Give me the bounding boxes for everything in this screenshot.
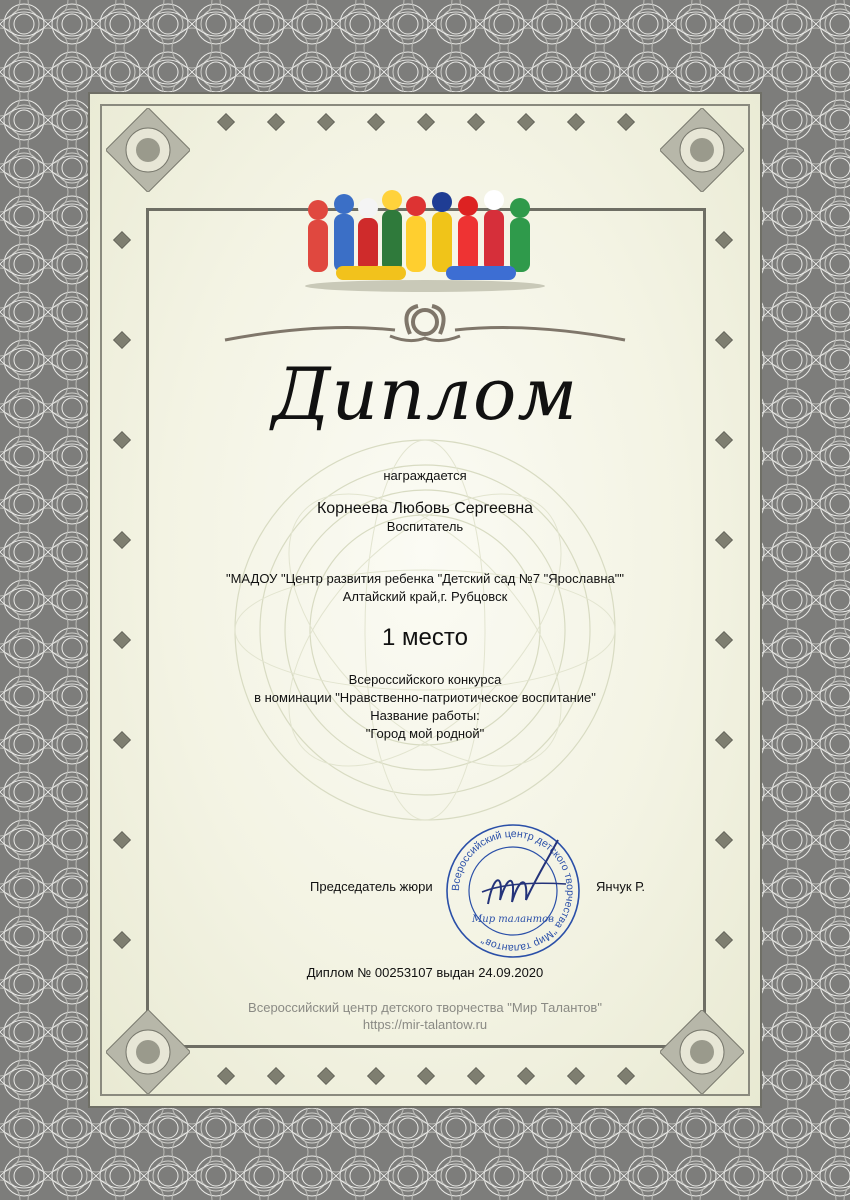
nomination-line: в номинации "Нравственно-патриотическое воспитание" xyxy=(254,690,596,705)
awarded-label: награждается xyxy=(383,468,467,483)
organization-location: Алтайский край,г. Рубцовск xyxy=(342,589,508,604)
svg-text:Всероссийский центр детского т: Всероссийский центр детского творчества "Мир талантов" xyxy=(449,827,577,955)
certificate-number-line: Диплом № 00253107 выдан 24.09.2020 xyxy=(306,965,544,980)
jury-chair-name: Янчук Р. xyxy=(596,879,645,894)
work-title: "Город мой родной" xyxy=(365,726,485,741)
footer-org-name: Всероссийский центр детского творчества "Мир Талантов" xyxy=(248,1000,602,1015)
recipient-name: Корнеева Любовь Сергеевна xyxy=(316,500,534,517)
contest-line: Всероссийского конкурса xyxy=(348,672,502,687)
diploma-title: Диплом xyxy=(271,352,579,436)
recipient-position: Воспитатель xyxy=(386,519,464,534)
svg-text:Мир талантов: Мир талантов xyxy=(472,914,554,925)
people-flags-illustration-icon xyxy=(296,186,554,292)
footer-url-link[interactable]: https://mir-talantow.ru xyxy=(362,1017,488,1032)
ornament-divider-icon xyxy=(220,300,630,348)
organization-name: "МАДОУ "Центр развития ребенка "Детский сад №7 "Ярославна"" xyxy=(225,571,625,586)
stamp-seal-icon xyxy=(442,822,584,960)
jury-chair-role: Председатель жюри xyxy=(310,879,433,894)
place-label: 1 место xyxy=(382,624,468,651)
work-title-label: Название работы: xyxy=(370,708,480,723)
